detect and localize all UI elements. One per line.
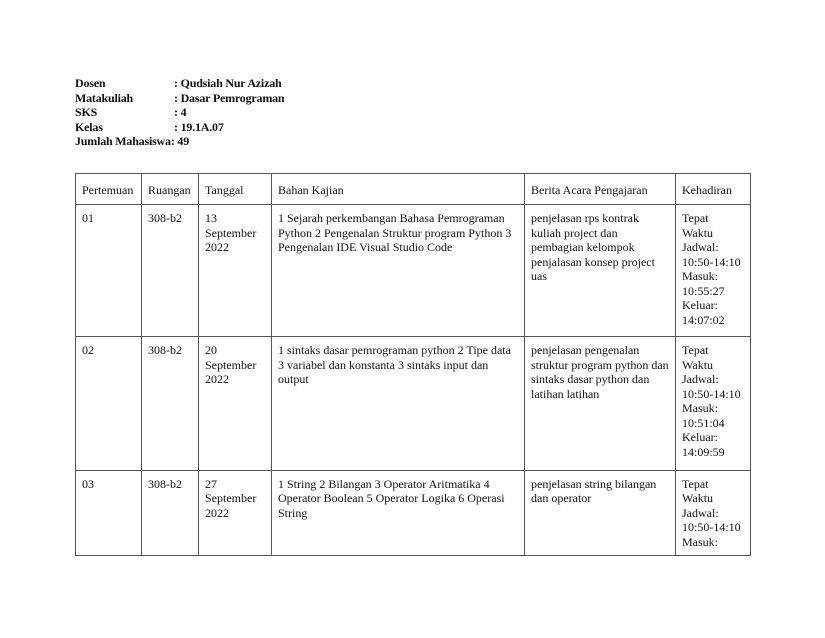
cell-ruangan: 308-b2 <box>142 337 199 470</box>
info-dosen <box>75 76 284 91</box>
info-kelas-label: Kelas <box>75 119 103 134</box>
kehadiran-line: Tepat <box>682 343 709 358</box>
tanggal-day: 27 <box>205 476 217 491</box>
cell-berita-acara: penjelasan rps kontrak kuliah project dan pembagian kelompok penjalasan konsep project uas <box>525 205 676 337</box>
info-dosen-label: Dosen <box>75 76 106 90</box>
kehadiran-line: 10:55:27 <box>682 283 725 298</box>
cell-bahan-kajian: 1 sintaks dasar pemrograman python 2 Tipe data 3 variabel dan konstanta 3 sintaks input dan output <box>272 337 525 470</box>
course-info <box>75 76 284 149</box>
cell-kehadiran <box>676 470 751 555</box>
tanggal-year: 2022 <box>205 505 229 520</box>
tanggal-year: 2022 <box>205 240 229 254</box>
kehadiran-line: Masuk: <box>682 534 718 549</box>
kehadiran-line: Tepat <box>682 476 709 491</box>
tanggal-month: September <box>205 357 257 372</box>
cell-tanggal <box>199 470 272 555</box>
info-matakuliah-label: Matakuliah <box>75 90 134 105</box>
kehadiran-line: Waktu <box>682 491 714 506</box>
cell-pertemuan: 01 <box>76 205 142 337</box>
kehadiran-line: Jadwal: <box>682 372 719 387</box>
kehadiran-line: Keluar: <box>682 298 718 312</box>
info-dosen-value: : Qudsiah Nur Azizah <box>174 76 282 90</box>
table-row <box>76 470 751 555</box>
tanggal-month: September <box>205 491 257 506</box>
cell-berita-acara: penjelasan string bilangan dan operator <box>525 470 676 555</box>
kehadiran-line: Jadwal: <box>682 505 719 520</box>
info-kelas-value: : 19.1A.07 <box>174 119 224 134</box>
table-row <box>76 337 751 470</box>
kehadiran-line: Masuk: <box>682 401 718 416</box>
cell-kehadiran <box>676 337 751 470</box>
kehadiran-line: 14:09:59 <box>682 444 725 459</box>
table-header-row <box>76 174 751 205</box>
kehadiran-line: 10:50-14:10 <box>682 520 741 535</box>
kehadiran-line: Keluar: <box>682 430 718 445</box>
kehadiran-line: 14:07:02 <box>682 312 725 327</box>
header-berita-acara: Berita Acara Pengajaran <box>525 174 676 205</box>
kehadiran-line: 10:50-14:10 <box>682 254 741 269</box>
cell-pertemuan: 03 <box>76 470 142 555</box>
kehadiran-line: Masuk: <box>682 269 718 283</box>
kehadiran-line: 10:51:04 <box>682 415 725 430</box>
tanggal-month: September <box>205 225 257 240</box>
kehadiran-line: Tepat <box>682 211 709 225</box>
schedule-table <box>75 173 751 556</box>
tanggal-day: 13 <box>205 211 217 225</box>
info-sks <box>75 105 284 120</box>
cell-berita-acara: penjelasan pengenalan struktur program python dan sintaks dasar python dan latihan latihan <box>525 337 676 470</box>
cell-ruangan: 308-b2 <box>142 205 199 337</box>
cell-bahan-kajian: 1 Sejarah perkembangan Bahasa Pemrograman Python 2 Pengenalan Struktur program Python 3 Pengenalan IDE Visual Studio Code <box>272 205 525 337</box>
header-tanggal: Tanggal <box>199 174 272 205</box>
kehadiran-line: 10:50-14:10 <box>682 386 741 401</box>
cell-pertemuan: 02 <box>76 337 142 470</box>
tanggal-year: 2022 <box>205 372 229 387</box>
tanggal-day: 20 <box>205 343 217 358</box>
cell-bahan-kajian: 1 String 2 Bilangan 3 Operator Aritmatika 4 Operator Boolean 5 Operator Logika 6 Operasi String <box>272 470 525 555</box>
info-sks-value: : 4 <box>174 105 187 119</box>
cell-tanggal <box>199 205 272 337</box>
header-bahan-kajian: Bahan Kajian <box>272 174 525 205</box>
info-jumlah-label: Jumlah Mahasiswa <box>75 134 171 148</box>
header-kehadiran: Kehadiran <box>676 174 751 205</box>
info-sks-label: SKS <box>75 105 98 119</box>
info-matakuliah-value: : Dasar Pemrograman <box>174 90 285 105</box>
cell-tanggal <box>199 337 272 470</box>
info-jumlah-mahasiswa <box>75 134 284 149</box>
kehadiran-line: Waktu <box>682 225 714 240</box>
header-pertemuan: Pertemuan <box>76 174 142 205</box>
info-kelas <box>75 120 284 135</box>
info-jumlah-value: : 49 <box>170 134 190 148</box>
info-matakuliah <box>75 91 284 106</box>
header-ruangan: Ruangan <box>142 174 199 205</box>
table-row <box>76 205 751 337</box>
cell-ruangan: 308-b2 <box>142 470 199 555</box>
kehadiran-line: Jadwal: <box>682 240 719 254</box>
kehadiran-line: Waktu <box>682 357 714 372</box>
cell-kehadiran <box>676 205 751 337</box>
